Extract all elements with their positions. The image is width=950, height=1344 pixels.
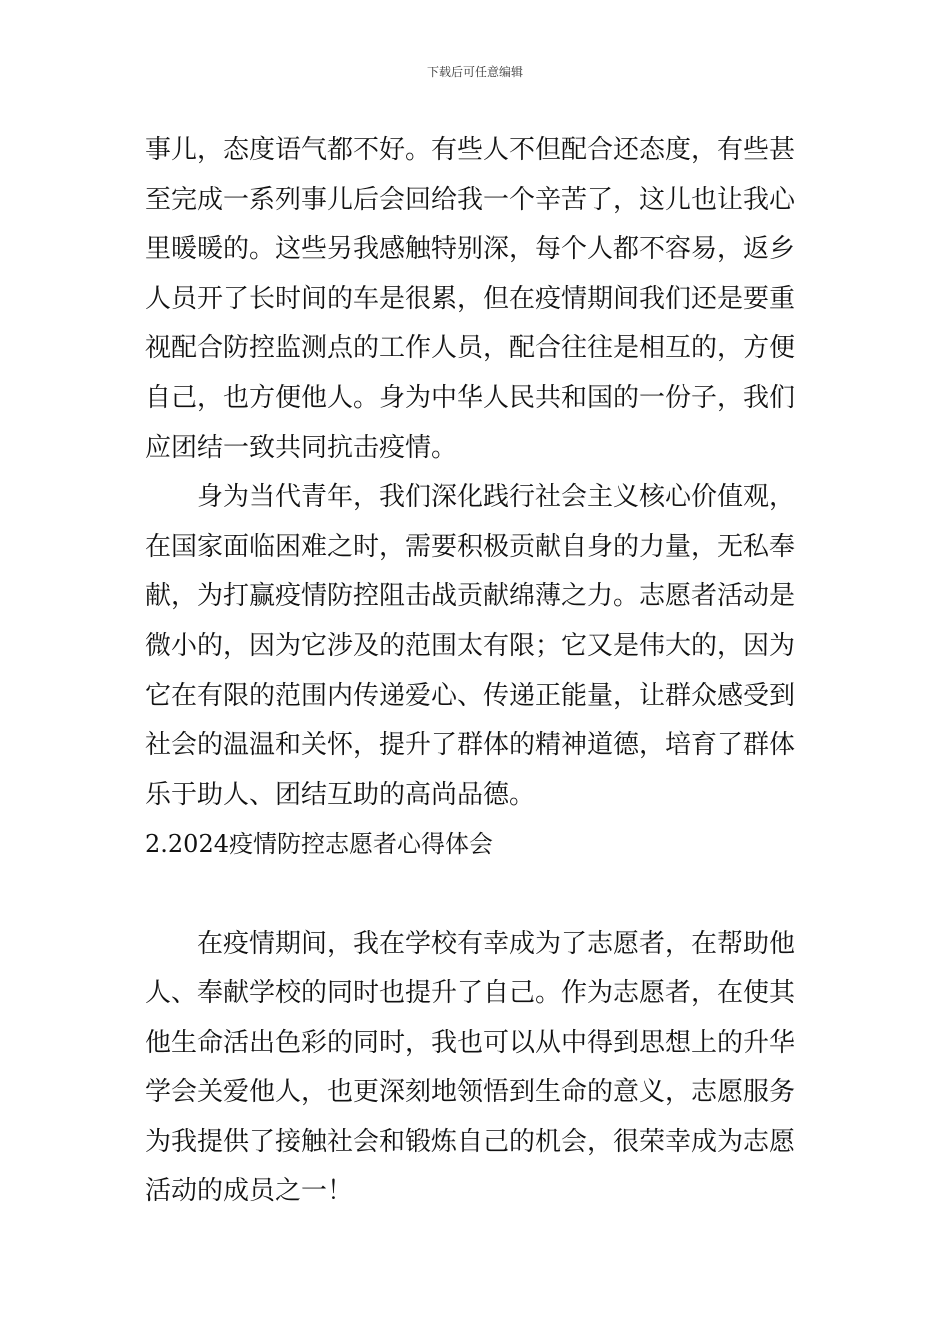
paragraph-3	[145, 920, 815, 1218]
text-line: 至完成一系列事儿后会回给我一个辛苦了，这儿也让我心	[145, 184, 796, 215]
text-line: 乐于助人、团结互助的高尚品德。	[145, 779, 536, 810]
text-line: 社会的温温和关怀，提升了群体的精神道德，培育了群体	[145, 730, 796, 761]
paragraph-1	[145, 126, 815, 473]
text-line: 事儿，态度语气都不好。有些人不但配合还态度，有些甚	[145, 135, 796, 165]
text-line: 应团结一致共同抗击疫情。	[145, 432, 458, 463]
text-line: 献，为打赢疫情防控阻击战贡献绵薄之力。志愿者活动是	[145, 581, 796, 612]
text-line: 人员开了长时间的车是很累，但在疫情期间我们还是要重	[145, 283, 796, 314]
text-line: 在疫情期间，我在学校有幸成为了志愿者，在帮助他	[197, 928, 796, 959]
text-line: 身为当代青年，我们深化践行社会主义核心价值观，	[197, 482, 796, 513]
text-line: 它在有限的范围内传递爱心、传递正能量，让群众感受到	[145, 680, 796, 711]
blank-line	[145, 870, 815, 920]
text-line: 活动的成员之一！	[145, 1176, 354, 1207]
text-line: 学会关爱他人，也更深刻地领悟到生命的意义，志愿服务	[145, 1077, 796, 1108]
document-body	[145, 126, 815, 1217]
text-line: 在国家面临困难之时，需要积极贡献自身的力量，无私奉	[145, 531, 796, 562]
text-line: 微小的，因为它涉及的范围太有限；它又是伟大的，因为	[145, 630, 796, 661]
text-line: 视配合防控监测点的工作人员，配合往往是相互的，方便	[145, 333, 796, 364]
text-line: 他生命活出色彩的同时，我也可以从中得到思想上的升华	[145, 1027, 796, 1058]
text-line: 为我提供了接触社会和锻炼自己的机会，很荣幸成为志愿	[145, 1126, 796, 1157]
paragraph-2	[145, 473, 815, 820]
text-line: 人、奉献学校的同时也提升了自己。作为志愿者，在使其	[145, 978, 796, 1009]
page-header: 下载后可任意编辑	[426, 65, 523, 79]
section-heading: 2.2024疫情防控志愿者心得体会	[145, 830, 493, 859]
text-line: 里暖暖的。这些另我感触特别深，每个人都不容易，返乡	[145, 234, 796, 265]
text-line: 自己，也方便他人。身为中华人民共和国的一份子，我们	[145, 382, 796, 413]
